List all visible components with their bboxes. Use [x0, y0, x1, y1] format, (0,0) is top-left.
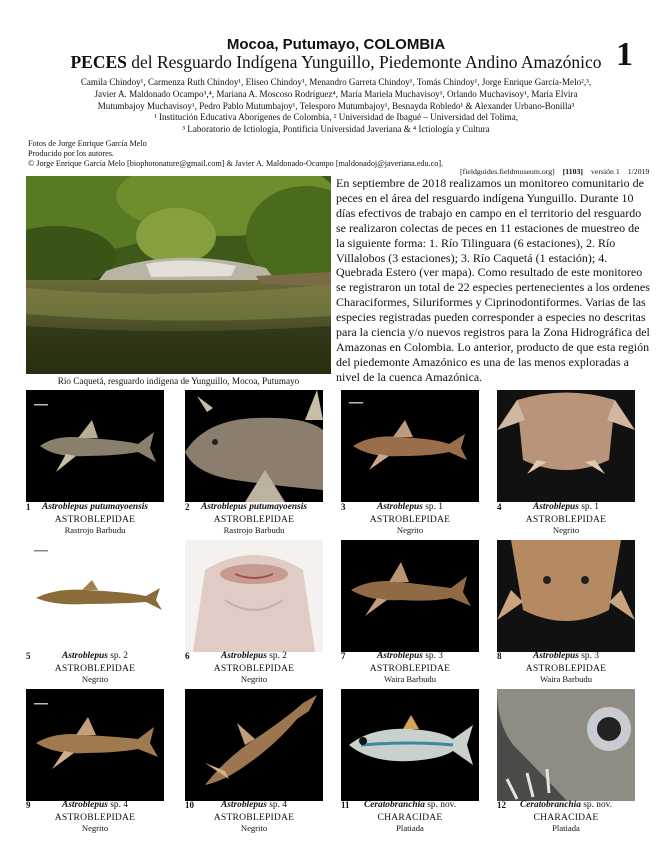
genus: Astroblepus — [533, 651, 579, 661]
common-name: Rastrojo Barbudu — [223, 525, 285, 536]
species-photo-7 — [341, 540, 479, 652]
species-photo-9 — [26, 689, 164, 801]
river-photo — [26, 176, 331, 374]
guide-title — [0, 52, 672, 73]
common-name: Platiada — [396, 823, 424, 834]
epithet: sp. 4 — [266, 800, 287, 810]
genus: Astroblepus — [200, 502, 247, 512]
family-name: ASTROBLEPIDAE — [213, 662, 295, 674]
genus: Astroblepus — [62, 800, 108, 810]
epithet: sp. 1 — [422, 502, 443, 512]
species-name — [185, 502, 323, 514]
authors-line-3: Mutumbajoy Muchavisoy¹, Pedro Pablo Mutumbajoy¹, Telesporo Mutumbajoy¹, Besnayda Robledo¹ & Alexander Urbano-Bonilla³ — [97, 101, 575, 111]
common-name: Negrito — [81, 674, 109, 685]
family-name: CHARACIDAE — [533, 811, 599, 823]
species-label-7 — [341, 651, 479, 686]
species-number: 7 — [341, 651, 346, 661]
genus: Astroblepus — [62, 651, 108, 661]
epithet: putumayoensis — [87, 502, 149, 512]
river-landscape-image — [26, 176, 331, 374]
genus: Astroblepus — [221, 800, 267, 810]
affiliation-line-1: ¹ Institución Educativa Aborígenes de Colombia, ² Universidad de Ibagué – Universidad del Tolima, — [153, 112, 519, 122]
common-name: Negrito — [396, 525, 424, 536]
genus: Astroblepus — [221, 651, 267, 661]
family-name: ASTROBLEPIDAE — [54, 811, 136, 823]
species-name — [341, 800, 479, 812]
family-name: ASTROBLEPIDAE — [369, 513, 451, 525]
fish-lateral-icon — [26, 390, 164, 502]
family-name: CHARACIDAE — [377, 811, 443, 823]
species-label-1 — [26, 502, 164, 537]
family-name: ASTROBLEPIDAE — [54, 662, 136, 674]
family-name: ASTROBLEPIDAE — [213, 811, 295, 823]
species-number: 1 — [26, 502, 31, 512]
genus: Astroblepus — [377, 502, 423, 512]
family-name: ASTROBLEPIDAE — [54, 513, 136, 525]
species-number: 9 — [26, 800, 31, 810]
species-number: 2 — [185, 502, 190, 512]
authors-line-1: Camila Chindoy¹, Carmenza Ruth Chindoy¹, Eliseo Chindoy¹, Menandro Garreta Chindoy¹, Tomás Chindoy¹, Jorge Enrique García-Melo²,³, — [80, 77, 592, 87]
location-title: Mocoa, Putumayo, COLOMBIA — [226, 36, 446, 53]
species-number: 6 — [185, 651, 190, 661]
epithet: sp. 4 — [107, 800, 128, 810]
species-photo-12 — [497, 689, 635, 801]
genus: Ceratobranchia — [363, 800, 425, 810]
species-photo-1 — [26, 390, 164, 502]
species-name — [26, 800, 164, 812]
authors-line-2: Javier A. Maldonado Ocampo³,⁴, Mariana A. Moscoso Rodríguez⁴, María Mariela Muchavisoy¹, Orlando Muchavisoy¹, María Elvira — [94, 89, 578, 99]
species-label-9 — [26, 800, 164, 835]
species-photo-8 — [497, 540, 635, 652]
species-label-8 — [497, 651, 635, 686]
common-name: Rastrojo Barbudu — [64, 525, 126, 536]
site-link[interactable]: [fieldguides.fieldmuseum.org] — [460, 167, 555, 176]
epithet: sp. nov. — [424, 800, 457, 810]
species-photo-2 — [185, 390, 323, 502]
fish-dorsal-head-icon — [497, 540, 635, 652]
species-name — [341, 502, 479, 514]
credits-line-3: © Jorge Enrique García Melo [biophotonature@gmail.com] & Javier A. Maldonado-Ocampo [maldonadoj@javeriana.edu.co]. — [28, 159, 444, 168]
genus: Astroblepus — [533, 502, 579, 512]
genus: Astroblepus — [41, 502, 88, 512]
epithet: sp. nov. — [580, 800, 613, 810]
species-number: 5 — [26, 651, 31, 661]
page-number: 1 — [616, 36, 633, 73]
credits-line-1: Fotos de Jorge Enrique García Melo — [28, 139, 147, 148]
fish-head-closeup-icon — [497, 689, 635, 801]
fish-lateral-icon — [26, 689, 164, 801]
common-name: Waira Barbudu — [383, 674, 437, 685]
species-label-6 — [185, 651, 323, 686]
species-photo-4 — [497, 390, 635, 502]
species-label-3 — [341, 502, 479, 537]
family-name: ASTROBLEPIDAE — [213, 513, 295, 525]
species-name — [497, 651, 635, 663]
guide-id: [1103] — [562, 167, 584, 176]
epithet: sp. 2 — [266, 651, 287, 661]
fish-lateral-icon — [341, 390, 479, 502]
species-name — [497, 502, 635, 514]
fish-lateral-icon — [26, 540, 164, 652]
species-label-2 — [185, 502, 323, 537]
family-name: ASTROBLEPIDAE — [369, 662, 451, 674]
species-name — [185, 800, 323, 812]
affiliations — [30, 112, 642, 135]
species-label-5 — [26, 651, 164, 686]
authors — [30, 76, 642, 112]
family-name: ASTROBLEPIDAE — [525, 662, 607, 674]
epithet: sp. 3 — [422, 651, 443, 661]
common-name: Waira Barbudu — [539, 674, 593, 685]
common-name: Negrito — [240, 823, 268, 834]
species-photo-3 — [341, 390, 479, 502]
epithet: sp. 2 — [107, 651, 128, 661]
species-name — [185, 651, 323, 663]
genus: Ceratobranchia — [519, 800, 581, 810]
fish-diagonal-icon — [185, 689, 323, 801]
epithet: sp. 1 — [578, 502, 599, 512]
guide-title-bold: PECES — [70, 52, 127, 72]
species-name — [26, 651, 164, 663]
intro-paragraph: En septiembre de 2018 realizamos un monitoreo comunitario de peces en el área del resguardo indígena Yunguillo. Durante 10 días efectivos de trabajo en campo en el territorio del resguardo se realizaron colectas de peces en 11 estaciones de muestreo de la siguiente forma: 1. Río Tilinguara (6 estaciones), 2. Río Villalobos (3 estaciones); 3. Río Caquetá (1 estación); 4. Quebrada Estero (ver mapa). Como resultado de este monitoreo se registraron un total de 22 especies pertenecientes a los ordenes Characiformes, Siluriformes y Ciprinodontiformes. Varias de las especies registradas pueden corresponder a especies no descritas para la ciencia y/o nuevos registros para la Zona Hidrográfica del Amazonas en Colombia. Lo anterior, producto de que esta región del piedemonte Amazónico es una de las menos exploradas a nivel de la cuenca Amazónica. — [336, 176, 650, 384]
guide-title-rest: del Resguardo Indígena Yunguillo, Piedemonte Andino Amazónico — [126, 52, 602, 72]
species-photo-5 — [26, 540, 164, 652]
species-number: 11 — [341, 800, 350, 810]
species-photo-6 — [185, 540, 323, 652]
common-name: Negrito — [552, 525, 580, 536]
species-number: 4 — [497, 502, 502, 512]
species-name — [341, 651, 479, 663]
species-photo-10 — [185, 689, 323, 801]
photo-credits — [28, 139, 443, 169]
fish-head-closeup-icon — [185, 390, 323, 502]
epithet: putumayoensis — [246, 502, 308, 512]
species-number: 8 — [497, 651, 502, 661]
credits-line-2: Producido por los autores. — [28, 149, 114, 158]
fish-lateral-icon — [341, 540, 479, 652]
family-name: ASTROBLEPIDAE — [525, 513, 607, 525]
species-number: 12 — [497, 800, 506, 810]
species-number: 3 — [341, 502, 346, 512]
guide-meta — [460, 167, 655, 176]
species-label-11 — [341, 800, 479, 835]
fish-characid-icon — [341, 689, 479, 801]
common-name: Platiada — [552, 823, 580, 834]
fish-ventral-mouth-icon — [185, 540, 323, 652]
species-name — [26, 502, 164, 514]
guide-version: versión 1 — [590, 167, 620, 176]
guide-date: 1/2019 — [627, 167, 650, 176]
species-label-4 — [497, 502, 635, 537]
species-label-10 — [185, 800, 323, 835]
species-name — [497, 800, 635, 812]
species-photo-11 — [341, 689, 479, 801]
photo-caption: Río Caquetá, resguardo indígena de Yunguillo, Mocoa, Putumayo — [57, 376, 300, 386]
genus: Astroblepus — [377, 651, 423, 661]
common-name: Negrito — [81, 823, 109, 834]
affiliation-line-2: ³ Laboratorio de Ictiología, Pontificia Universidad Javeriana & ⁴ Ictiología y Cultura — [182, 123, 490, 134]
epithet: sp. 3 — [578, 651, 599, 661]
species-number: 10 — [185, 800, 194, 810]
species-label-12 — [497, 800, 635, 835]
common-name: Negrito — [240, 674, 268, 685]
fish-dorsal-head-icon — [497, 390, 635, 502]
